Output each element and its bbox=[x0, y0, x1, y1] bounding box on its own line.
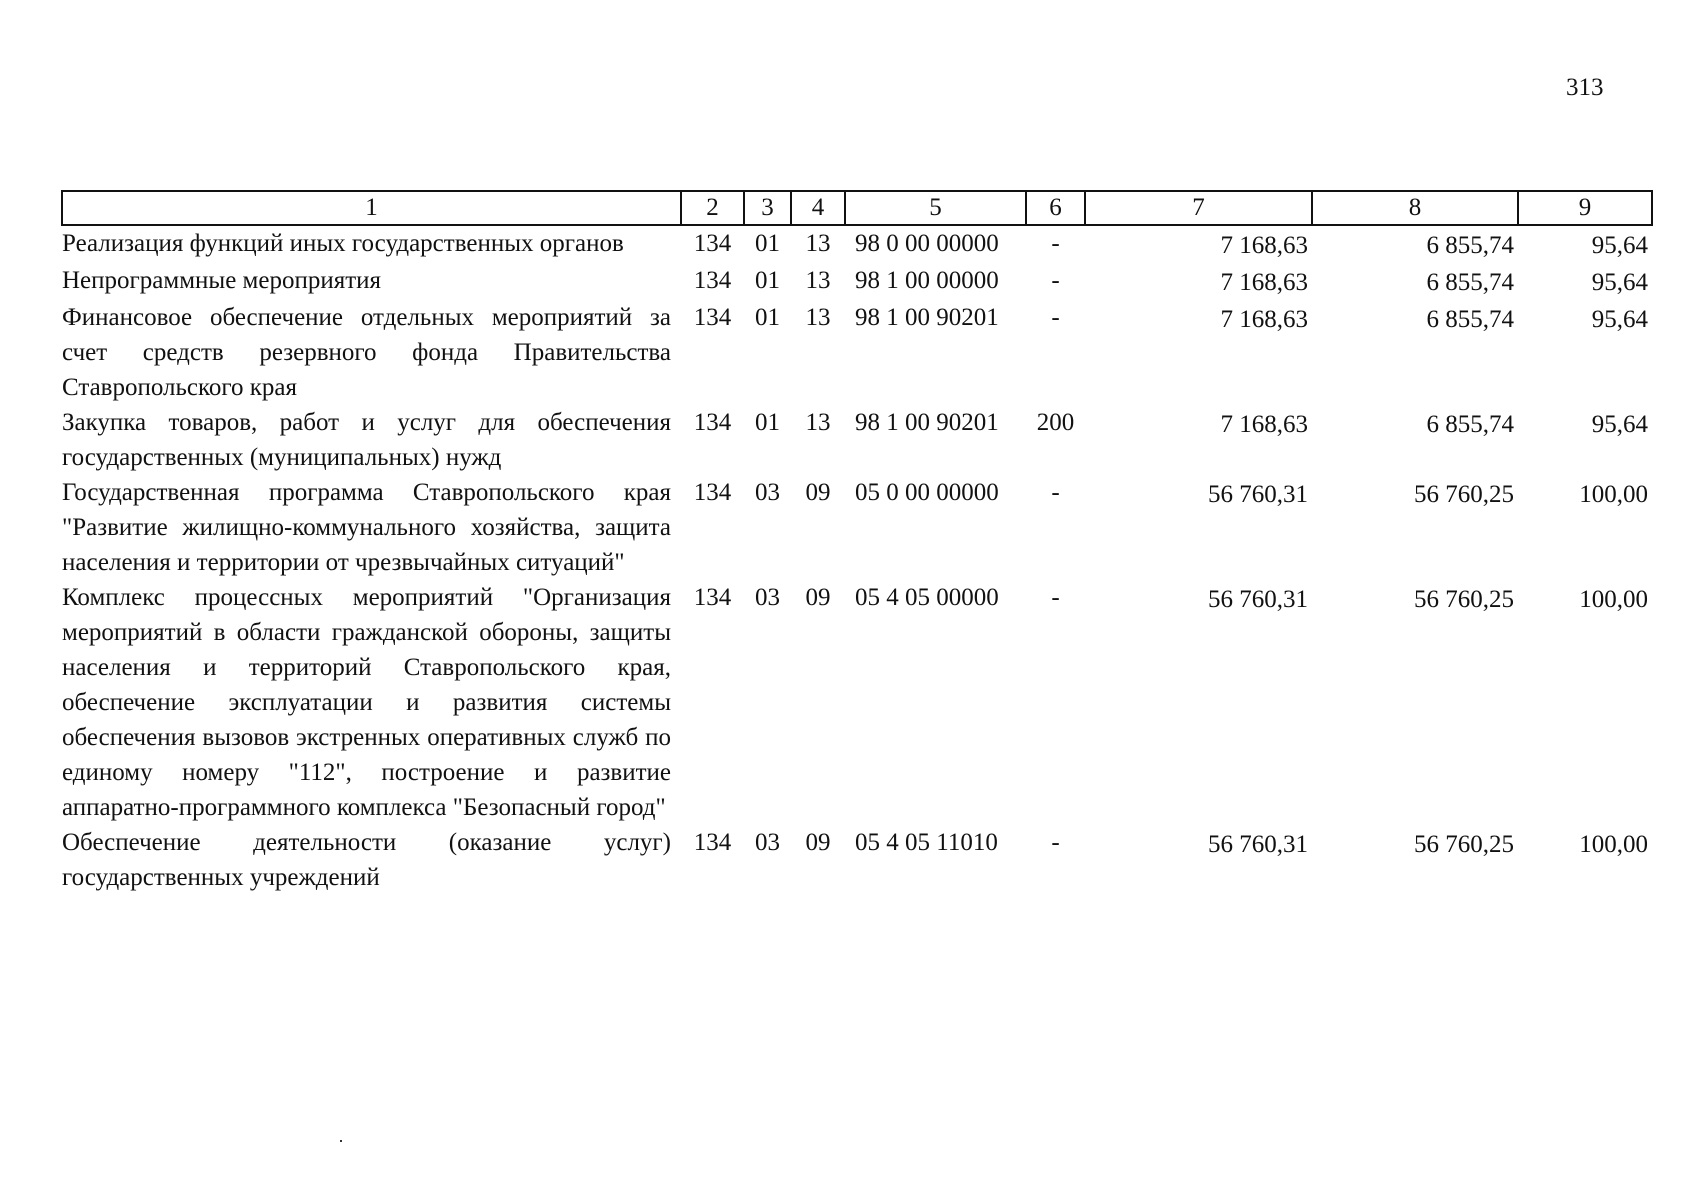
row-code-4: 09 bbox=[805, 584, 831, 611]
header-col-4: 4 bbox=[791, 191, 845, 225]
row-code-6: - bbox=[1051, 267, 1060, 294]
row-percent-9: 100,00 bbox=[1579, 586, 1648, 613]
row-percent-9: 95,64 bbox=[1591, 306, 1648, 333]
row-amount-8: 56 760,25 bbox=[1414, 481, 1514, 508]
row-amount-7: 7 168,63 bbox=[1220, 232, 1308, 259]
row-code-5: 98 1 00 00000 bbox=[855, 267, 999, 294]
row-percent-9: 100,00 bbox=[1579, 481, 1648, 508]
row-percent-9: 95,64 bbox=[1591, 411, 1648, 438]
table-row bbox=[62, 225, 1652, 263]
row-code-5: 05 0 00 00000 bbox=[855, 479, 999, 506]
row-amount-8: 6 855,74 bbox=[1426, 232, 1514, 259]
row-code-3: 01 bbox=[755, 230, 780, 257]
row-code-4: 13 bbox=[805, 409, 831, 436]
row-percent-9: 100,00 bbox=[1579, 831, 1648, 858]
budget-table bbox=[61, 190, 1653, 895]
header-col-9: 9 bbox=[1518, 191, 1652, 225]
page-number: 313 bbox=[1566, 74, 1604, 101]
table-row bbox=[62, 825, 1652, 895]
row-amount-8: 6 855,74 bbox=[1426, 306, 1514, 333]
row-code-2: 134 bbox=[693, 304, 732, 331]
table-row bbox=[62, 300, 1652, 405]
row-amount-7: 7 168,63 bbox=[1220, 411, 1308, 438]
row-amount-8: 6 855,74 bbox=[1426, 269, 1514, 296]
row-description: Финансовое обеспечение отдельных мероприятий за счет средств резервного фонда Правительства Ставропольского края bbox=[62, 304, 671, 401]
row-description: Закупка товаров, работ и услуг для обеспечения государственных (муниципальных) нужд bbox=[62, 409, 671, 471]
row-description: Обеспечение деятельности (оказание услуг) государственных учреждений bbox=[62, 829, 671, 891]
row-code-5: 98 1 00 90201 bbox=[855, 409, 999, 436]
row-description: Непрограммные мероприятия bbox=[62, 267, 382, 294]
row-code-3: 01 bbox=[755, 304, 780, 331]
row-code-2: 134 bbox=[693, 409, 732, 436]
row-code-4: 13 bbox=[805, 230, 831, 257]
row-amount-7: 56 760,31 bbox=[1208, 831, 1308, 858]
row-code-2: 134 bbox=[693, 829, 732, 856]
row-code-5: 98 0 00 00000 bbox=[855, 230, 999, 257]
row-percent-9: 95,64 bbox=[1591, 269, 1648, 296]
row-code-6: - bbox=[1051, 829, 1060, 856]
row-code-3: 03 bbox=[755, 829, 780, 856]
row-code-5: 05 4 05 11010 bbox=[855, 829, 998, 856]
header-col-1: 1 bbox=[62, 191, 681, 225]
row-code-5: 05 4 05 00000 bbox=[855, 584, 999, 611]
row-code-6: - bbox=[1051, 230, 1060, 257]
row-code-6: - bbox=[1051, 479, 1060, 506]
row-percent-9: 95,64 bbox=[1591, 232, 1648, 259]
row-amount-8: 56 760,25 bbox=[1414, 586, 1514, 613]
row-code-5: 98 1 00 90201 bbox=[855, 304, 999, 331]
row-code-2: 134 bbox=[693, 230, 732, 257]
header-col-6: 6 bbox=[1026, 191, 1085, 225]
row-amount-7: 7 168,63 bbox=[1220, 269, 1308, 296]
row-code-2: 134 bbox=[693, 267, 732, 294]
row-amount-7: 7 168,63 bbox=[1220, 306, 1308, 333]
row-description: Реализация функций иных государственных органов bbox=[62, 230, 624, 257]
header-col-5: 5 bbox=[845, 191, 1026, 225]
row-amount-7: 56 760,31 bbox=[1208, 481, 1308, 508]
row-code-4: 09 bbox=[805, 829, 831, 856]
header-col-8: 8 bbox=[1312, 191, 1518, 225]
row-description: Комплекс процессных мероприятий "Организация мероприятий в области гражданской обороны, защиты населения и территорий Ставропольского края, обеспечение эксплуатации и развития системы обеспечения вызовов экстренных оперативных служб по единому номеру "112", построение и развитие аппаратно-программного комплекса "Безопасный город" bbox=[62, 584, 671, 821]
table-row bbox=[62, 405, 1652, 475]
header-col-3: 3 bbox=[744, 191, 791, 225]
row-code-4: 09 bbox=[805, 479, 831, 506]
row-code-3: 01 bbox=[755, 409, 780, 436]
table-row bbox=[62, 580, 1652, 825]
table-row bbox=[62, 263, 1652, 300]
row-code-2: 134 bbox=[693, 479, 732, 506]
row-amount-8: 6 855,74 bbox=[1426, 411, 1514, 438]
header-row bbox=[62, 191, 1652, 225]
row-amount-7: 56 760,31 bbox=[1208, 586, 1308, 613]
table-header bbox=[62, 191, 1652, 225]
row-code-6: 200 bbox=[1036, 409, 1075, 436]
row-code-6: - bbox=[1051, 584, 1060, 611]
table-row bbox=[62, 475, 1652, 580]
header-col-2: 2 bbox=[681, 191, 744, 225]
row-code-3: 01 bbox=[755, 267, 780, 294]
row-code-3: 03 bbox=[755, 479, 780, 506]
header-col-7: 7 bbox=[1085, 191, 1312, 225]
scan-speck bbox=[340, 1140, 342, 1142]
row-code-3: 03 bbox=[755, 584, 780, 611]
row-code-4: 13 bbox=[805, 304, 831, 331]
row-description: Государственная программа Ставропольского края "Развитие жилищно-коммунального хозяйства, защита населения и территории от чрезвычайных ситуаций" bbox=[62, 479, 671, 576]
row-amount-8: 56 760,25 bbox=[1414, 831, 1514, 858]
row-code-4: 13 bbox=[805, 267, 831, 294]
row-code-6: - bbox=[1051, 304, 1060, 331]
row-code-2: 134 bbox=[693, 584, 732, 611]
table-body bbox=[62, 225, 1652, 895]
